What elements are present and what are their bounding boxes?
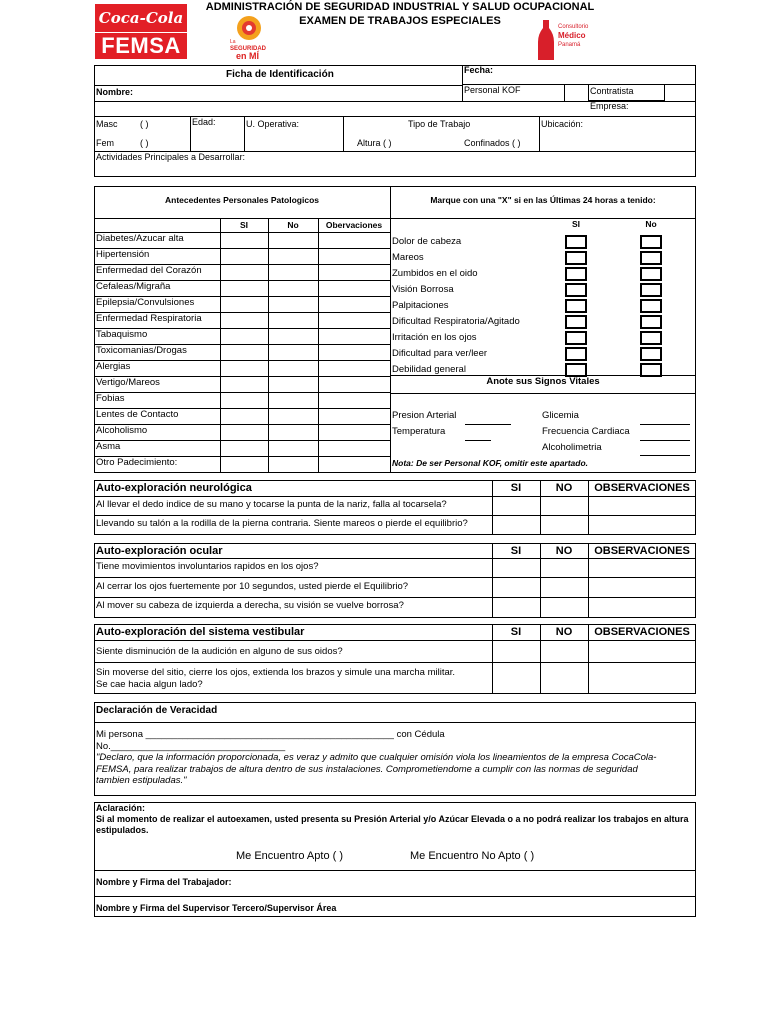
firma-trabajador-label: Nombre y Firma del Trabajador: <box>96 877 232 887</box>
neuro-col-no: NO <box>555 482 573 494</box>
ultimas24-col-si: SI <box>571 219 581 229</box>
antecedente-item: Diabetes/Azucar alta <box>96 233 184 244</box>
neuro-col-obs: OBSERVACIONES <box>594 482 690 494</box>
glicemia-label: Glicemia <box>542 410 579 421</box>
antecedente-item: Lentes de Contacto <box>96 409 179 420</box>
antecedente-item: Asma <box>96 441 121 452</box>
sintoma-item: Mareos <box>392 252 424 263</box>
antecedente-item: Toxicomanias/Drogas <box>96 345 187 356</box>
sintoma-no-checkbox[interactable] <box>640 235 662 249</box>
personal-kof-label: Personal KOF <box>464 85 521 95</box>
u-operativa-label: U. Operativa: <box>246 119 300 129</box>
neuro-col-si: SI <box>510 482 522 494</box>
altura-checkbox[interactable]: Altura ( ) <box>357 138 392 148</box>
antecedentes-col-obs: Obervaciones <box>325 220 383 230</box>
antecedente-item: Alergias <box>96 361 131 372</box>
no-apto-checkbox[interactable]: Me Encuentro No Apto ( ) <box>410 850 535 862</box>
ocular-q2: Al cerrar los ojos fuertemente por 10 segundos, usted pierde el Equilibrio? <box>96 581 409 592</box>
nombre-label: Nombre: <box>96 87 134 97</box>
ubicacion-label: Ubicación: <box>541 119 584 129</box>
antecedente-item: Alcoholismo <box>96 425 148 436</box>
sintoma-no-checkbox[interactable] <box>640 283 662 297</box>
ficha-title: Ficha de Identificación <box>226 69 334 80</box>
ultimas24-col-no: No <box>645 219 657 229</box>
apto-checkbox[interactable]: Me Encuentro Apto ( ) <box>236 850 343 862</box>
bottle-icon <box>536 18 556 62</box>
sintoma-no-checkbox[interactable] <box>640 267 662 281</box>
veracidad-title: Declaración de Veracidad <box>96 705 218 716</box>
veracidad-quote2: FEMSA, para realizar trabajos de altura dentro de sus instalaciones. Comprometiendome a cumplir con las normas de seguridad <box>96 764 638 775</box>
vestibular-col-no: NO <box>555 626 573 638</box>
sintoma-si-checkbox[interactable] <box>565 251 587 265</box>
sintoma-si-checkbox[interactable] <box>565 299 587 313</box>
vestibular-col-si: SI <box>510 626 522 638</box>
aclaracion-text2: estipulados. <box>96 825 149 835</box>
antecedente-item: Tabaquismo <box>96 329 148 340</box>
edad-label: Edad: <box>192 117 216 127</box>
ocular-col-no: NO <box>555 545 573 557</box>
consultorio-medico-logo <box>536 18 606 62</box>
firma-supervisor-label: Nombre y Firma del Supervisor Tercero/Supervisor Área <box>96 903 337 913</box>
sintoma-si-checkbox[interactable] <box>565 331 587 345</box>
antecedentes-col-si: SI <box>239 220 249 230</box>
neuro-q1: Al llevar el dedo indice de su mano y tocarse la punta de la nariz, falla al tocarsela? <box>96 499 447 510</box>
presion-label: Presion Arterial <box>392 410 457 421</box>
ocular-q3: Al mover su cabeza de izquierda a derecha, su visión se vuelve borrosa? <box>96 600 404 611</box>
tipo-trabajo-label: Tipo de Trabajo <box>408 119 471 129</box>
aclaracion-text1: Si al momento de realizar el autoexamen, usted presenta su Presión Arterial y/o Azúcar Elevada o a no podrá realizar los trabajos en altura <box>96 814 689 824</box>
vestibular-q1: Siente disminución de la audición en alguno de sus oidos? <box>96 646 343 657</box>
sintoma-item: Visión Borrosa <box>392 284 454 295</box>
brand-bottom: FEMSA <box>101 33 181 58</box>
seg-logo-line2: SEGURIDAD <box>230 46 267 52</box>
vestibular-q2b: Se cae hacia algun lado? <box>96 679 203 690</box>
sintoma-no-checkbox[interactable] <box>640 251 662 265</box>
sintoma-item: Dificultad para ver/leer <box>392 348 488 359</box>
sintoma-si-checkbox[interactable] <box>565 283 587 297</box>
aclaracion-title: Aclaración: <box>96 803 146 813</box>
ocular-col-obs: OBSERVACIONES <box>594 545 690 557</box>
med-logo-line1: Consultorio <box>558 24 589 30</box>
seg-logo-line3: en MÍ <box>236 51 260 61</box>
sintoma-no-checkbox[interactable] <box>640 347 662 361</box>
sintoma-no-checkbox[interactable] <box>640 299 662 313</box>
sintoma-si-checkbox[interactable] <box>565 235 587 249</box>
fecha-label: Fecha: <box>464 65 494 75</box>
vestibular-title: Auto-exploración del sistema vestibular <box>96 626 305 638</box>
antecedente-item: Vertigo/Mareos <box>96 377 160 388</box>
header-title-line2: EXAMEN DE TRABAJOS ESPECIALES <box>299 15 501 27</box>
fem-checkbox[interactable]: ( ) <box>140 138 149 148</box>
veracidad-quote3: tambien estipuladas." <box>96 775 187 786</box>
alcoholimetria-label: Alcoholimetria <box>542 442 602 453</box>
vestibular-col-obs: OBSERVACIONES <box>594 626 690 638</box>
neuro-title: Auto-exploración neurológica <box>96 482 252 494</box>
confinados-checkbox[interactable]: Confinados ( ) <box>464 138 521 148</box>
sintoma-no-checkbox[interactable] <box>640 331 662 345</box>
seg-logo-line1: La <box>230 39 236 45</box>
ultimas24-title: Marque con una "X" si en las Últimas 24 horas a tenido: <box>430 195 656 205</box>
signos-nota: Nota: De ser Personal KOF, omitir este apartado. <box>392 458 589 468</box>
antecedente-item: Enfermedad Respiratoria <box>96 313 202 324</box>
antecedente-item: Cefaleas/Migraña <box>96 281 171 292</box>
masc-label: Masc <box>96 119 118 129</box>
contratista-label: Contratista <box>590 86 634 96</box>
sintoma-item: Debilidad general <box>392 364 466 375</box>
header-title-line1: ADMINISTRACIÓN DE SEGURIDAD INDUSTRIAL Y SALUD OCUPACIONAL <box>205 1 595 13</box>
neuro-q2: Llevando su talón a la rodilla de la pierna contraria. Siente mareos o pierde el equilibrio? <box>96 518 468 529</box>
sintoma-si-checkbox[interactable] <box>565 315 587 329</box>
seguridad-en-mi-logo <box>228 14 270 62</box>
antecedente-item: Enfermedad del Corazón <box>96 265 202 276</box>
fem-label: Fem <box>96 138 114 148</box>
ocular-q1: Tiene movimientos involuntarios rapidos en los ojos? <box>96 561 319 572</box>
med-logo-line2: Médico <box>558 31 586 40</box>
antecedente-item: Hipertensión <box>96 249 150 260</box>
sintoma-item: Palpitaciones <box>392 300 449 311</box>
sintoma-item: Irritación en los ojos <box>392 332 477 343</box>
sintoma-item: Dificultad Respiratoria/Agitado <box>392 316 520 327</box>
sintoma-si-checkbox[interactable] <box>565 267 587 281</box>
sintoma-no-checkbox[interactable] <box>640 315 662 329</box>
sintoma-item: Dolor de cabeza <box>392 236 462 247</box>
empresa-label: Empresa: <box>590 101 629 111</box>
ocular-title: Auto-exploración ocular <box>96 545 223 557</box>
med-logo-line3: Panamá <box>558 42 581 48</box>
brand-top: Coca-Cola <box>98 9 184 27</box>
antecedente-item: Otro Padecimiento: <box>96 457 178 468</box>
antecedentes-title: Antecedentes Personales Patologicos <box>165 195 319 205</box>
antecedente-item: Epilepsia/Convulsiones <box>96 297 195 308</box>
actividades-label: Actividades Principales a Desarrollar: <box>96 152 246 162</box>
antecedentes-col-no: No <box>287 220 299 230</box>
femsa-logo <box>95 33 187 59</box>
masc-checkbox[interactable]: ( ) <box>140 119 149 129</box>
temperatura-label: Temperatura <box>392 426 446 437</box>
veracidad-quote1: "Declaro, que la información proporcionada, es veraz y admito que cualquier omisión viola los lineamientos de la empresa CocaCola- <box>96 752 657 763</box>
sintoma-item: Zumbidos en el oido <box>392 268 478 279</box>
signos-title: Anote sus Signos Vitales <box>486 376 600 387</box>
veracidad-line1: Mi persona _______________________________________________ con Cédula <box>96 729 445 740</box>
coca-cola-logo <box>95 4 187 32</box>
sintoma-si-checkbox[interactable] <box>565 347 587 361</box>
ocular-col-si: SI <box>510 545 522 557</box>
vestibular-q2a: Sin moverse del sitio, cierre los ojos, extienda los brazos y simule una marcha militar. <box>96 667 456 678</box>
antecedente-item: Fobias <box>96 393 125 404</box>
veracidad-line2: No._________________________________ <box>96 741 286 752</box>
frecuencia-label: Frecuencia Cardiaca <box>542 426 630 437</box>
